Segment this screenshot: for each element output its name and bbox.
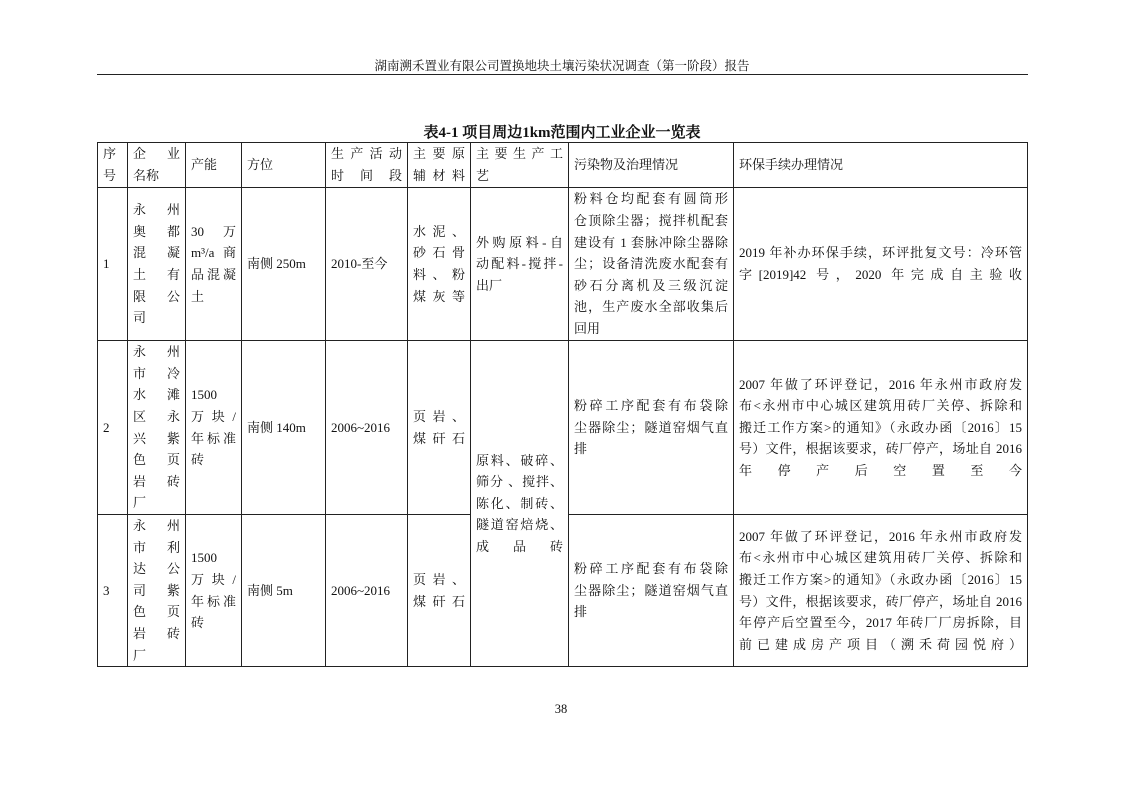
cell-line: 南侧 140m — [247, 419, 306, 435]
cell-line: 尘；设备清洗废水配套有 — [574, 256, 728, 272]
cell-line: 名称 — [133, 168, 160, 183]
cell-line: 色 页 — [133, 604, 180, 620]
cell-line: 30 万 — [191, 223, 236, 239]
cell-line: 排 — [574, 441, 588, 457]
cell-line: 司 — [133, 310, 147, 326]
cell-line: 料、粉 — [413, 267, 465, 282]
pollution-treatment — [569, 188, 734, 341]
cell-line: 方位 — [247, 157, 274, 173]
cell-line: 煤矸石 — [413, 430, 465, 446]
running-header: 湖南溯禾置业有限公司置换地块土壤污染状况调查（第一阶段）报告 — [374, 59, 750, 73]
cell-line: 永 州 — [133, 202, 180, 218]
cell-line: 主 要 原 — [413, 146, 465, 162]
cell-line: 1500 — [191, 550, 217, 566]
cell-line: 尘器除尘；隧道窑烟气直 — [574, 582, 728, 598]
cell-line: m³/a 商 — [191, 245, 236, 261]
production-process — [471, 341, 569, 667]
cell-line: 混 凝 — [133, 245, 180, 261]
col-period — [326, 143, 408, 188]
production-process — [471, 188, 569, 341]
cell-line: 万 块 / — [191, 571, 236, 587]
cell-line: 搬迁工作方案>的通知》（永政办函〔2016〕15 — [739, 419, 1022, 435]
cell-line: 岩 砖 — [133, 625, 180, 641]
page-number: 38 — [554, 702, 568, 716]
cell-line: 布<永州市中心城区建筑用砖厂关停、拆除和 — [739, 550, 1022, 566]
cell-line: 主 要 生 产 工 — [476, 146, 563, 162]
permit-status — [734, 515, 1028, 667]
cell-line: 2006~2016 — [331, 419, 391, 435]
row-number — [98, 341, 128, 515]
enterprise-name — [128, 341, 186, 515]
cell-line: 辅材料 — [413, 168, 465, 183]
cell-line: 2 — [103, 419, 110, 435]
cell-line: 池，生产废水全部收集后 — [574, 299, 728, 315]
cell-line: 年标准 — [191, 593, 236, 609]
cell-line: 生 产 活 动 — [331, 146, 402, 162]
cell-line: 成品砖 — [476, 538, 563, 554]
cell-line: 出厂 — [476, 277, 503, 293]
capacity — [186, 188, 242, 341]
cell-line: 尘器除尘；隧道窑烟气直 — [574, 419, 728, 435]
cell-line: 厂 — [133, 647, 147, 663]
cell-line: 年标准 — [191, 430, 236, 446]
cell-line: 动配料-搅拌- — [476, 256, 563, 272]
cell-line: 艺 — [476, 168, 490, 183]
cell-line: 企 业 — [133, 146, 180, 162]
cell-line: 建设有 1 套脉冲除尘器除 — [574, 234, 728, 250]
table-row — [98, 341, 1028, 515]
permit-status — [734, 188, 1028, 341]
cell-line: 3 — [103, 582, 110, 598]
enterprise-name — [128, 188, 186, 341]
table-title: 表4-1 项目周边1km范围内工业企业一览表 — [423, 125, 701, 141]
cell-line: 品混凝 — [191, 267, 236, 282]
cell-line: 号 — [103, 168, 117, 183]
cell-line: 永 州 — [133, 344, 180, 360]
cell-line: 号）文件，根据该要求，砖厂停产，场址自 2016 — [739, 593, 1022, 609]
raw-materials — [408, 341, 471, 515]
header-row — [98, 143, 1028, 188]
cell-line: 厂 — [133, 495, 147, 511]
cell-line: 水泥、 — [413, 223, 465, 239]
cell-line: 砂石骨 — [413, 245, 465, 261]
cell-line: 市 利 — [133, 539, 180, 555]
cell-line: 区 永 — [133, 408, 180, 424]
cell-line: 时间段 — [331, 168, 402, 183]
cell-line: 年停产后空置至今，2017 年砖厂厂房拆除，目 — [739, 615, 1022, 631]
col-materials — [408, 143, 471, 188]
cell-line: 南侧 250m — [247, 256, 306, 272]
cell-line: 砖 — [191, 615, 205, 631]
cell-line: 限 公 — [133, 288, 180, 304]
pollution-treatment — [569, 515, 734, 667]
cell-line: 煤矸石 — [413, 593, 465, 609]
cell-line: 砂石分离机及三级沉淀 — [574, 277, 728, 293]
header-rule — [97, 74, 1028, 75]
row-number — [98, 515, 128, 667]
location — [242, 188, 326, 341]
cell-line: 南侧 5m — [247, 582, 293, 598]
activity-period — [326, 188, 408, 341]
cell-line: 号）文件，根据该要求，砖厂停产，场址自 2016 — [739, 441, 1022, 457]
row-number — [98, 188, 128, 341]
pollution-treatment — [569, 341, 734, 515]
cell-line: 达 公 — [133, 561, 180, 577]
cell-line: 2006~2016 — [331, 582, 391, 598]
cell-line: 砖 — [191, 452, 205, 468]
raw-materials — [408, 188, 471, 341]
cell-line: 土 有 — [133, 267, 180, 282]
cell-line: 筛分 、搅拌、 — [476, 474, 563, 490]
cell-line: 年停产后空置至今 — [739, 462, 1022, 478]
cell-line: 产能 — [191, 157, 218, 173]
cell-line: 字[2019]42 号，2020 年完成自主验收 — [739, 267, 1022, 282]
cell-line: 环保手续办理情况 — [739, 157, 844, 173]
cell-line: 搬迁工作方案>的通知》（永政办函〔2016〕15 — [739, 571, 1022, 587]
location — [242, 515, 326, 667]
capacity — [186, 515, 242, 667]
cell-line: 隧道窑焙烧、 — [476, 517, 563, 533]
table-row — [98, 188, 1028, 341]
cell-line: 万 块 / — [191, 408, 236, 424]
cell-line: 陈化、制砖、 — [476, 495, 563, 511]
activity-period — [326, 515, 408, 667]
cell-line: 原料、破碎、 — [476, 452, 563, 468]
cell-line: 1 — [103, 256, 110, 272]
cell-line: 外购原料-自 — [476, 234, 563, 250]
permit-status — [734, 341, 1028, 515]
cell-line: 前已建成房产项目（溯禾荷园悦府） — [739, 636, 1022, 652]
cell-line: 水 滩 — [133, 387, 180, 403]
capacity — [186, 341, 242, 515]
cell-line: 土 — [191, 288, 205, 304]
cell-line: 污染物及治理情况 — [574, 157, 679, 173]
location — [242, 341, 326, 515]
activity-period — [326, 341, 408, 515]
cell-line: 2019 年补办环保手续，环评批复文号：冷环管 — [739, 245, 1022, 261]
col-process — [471, 143, 569, 188]
cell-line: 市 冷 — [133, 365, 180, 381]
col-pollution — [569, 143, 734, 188]
cell-line: 回用 — [574, 320, 601, 336]
cell-line: 粉料仓均配套有圆筒形 — [574, 191, 728, 207]
cell-line: 序 — [103, 146, 117, 162]
cell-line: 司 紫 — [133, 582, 180, 598]
cell-line: 奥 都 — [133, 223, 180, 239]
cell-line: 1500 — [191, 387, 217, 403]
cell-line: 2007 年做了环评登记，2016 年永州市政府发 — [739, 376, 1022, 392]
cell-line: 排 — [574, 604, 588, 620]
cell-line: 2007 年做了环评登记，2016 年永州市政府发 — [739, 528, 1022, 544]
raw-materials — [408, 515, 471, 667]
col-capacity — [186, 143, 242, 188]
cell-line: 煤灰等 — [413, 288, 465, 304]
cell-line: 兴 紫 — [133, 430, 180, 446]
cell-line: 粉碎工序配套有布袋除 — [574, 398, 728, 414]
cell-line: 色 页 — [133, 452, 180, 468]
col-location — [242, 143, 326, 188]
cell-line: 页岩、 — [413, 408, 465, 424]
cell-line: 2010-至今 — [331, 256, 388, 272]
enterprise-table — [97, 142, 1028, 667]
cell-line: 页岩、 — [413, 571, 465, 587]
col-no — [98, 143, 128, 188]
col-name — [128, 143, 186, 188]
cell-line: 布<永州市中心城区建筑用砖厂关停、拆除和 — [739, 398, 1022, 414]
cell-line: 仓顶除尘器；搅拌机配套 — [574, 213, 728, 229]
cell-line: 岩 砖 — [133, 473, 180, 489]
col-permits — [734, 143, 1028, 188]
cell-line: 永 州 — [133, 518, 180, 533]
enterprise-name — [128, 515, 186, 667]
cell-line: 粉碎工序配套有布袋除 — [574, 561, 728, 577]
